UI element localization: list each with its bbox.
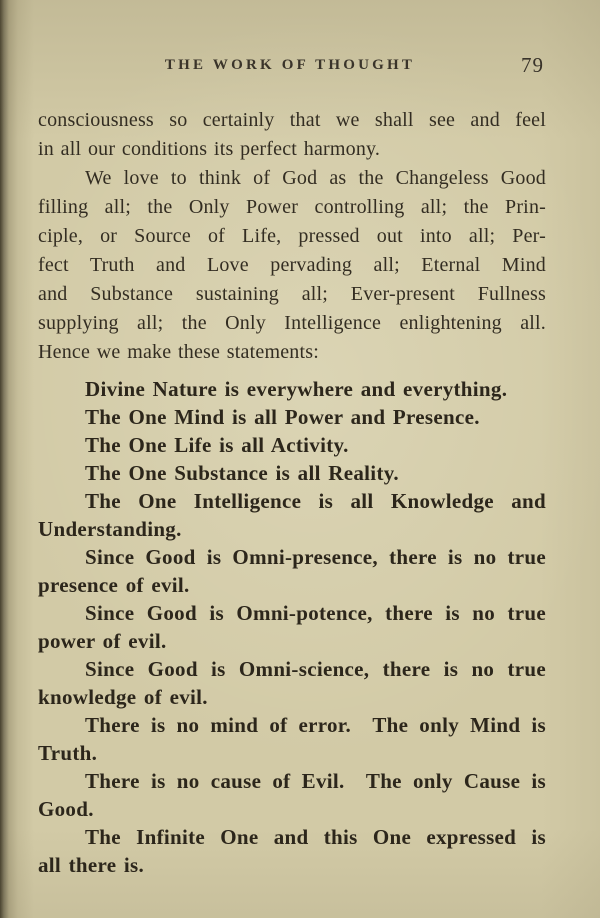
- text-line: We love to think of God as the Changeless Good: [85, 167, 546, 189]
- statement-paragraph: [38, 543, 546, 599]
- running-head: [0, 53, 600, 80]
- statements-block: [38, 375, 546, 879]
- text-line: in all our conditions its perfect harmony.: [38, 138, 381, 160]
- statement-paragraph: [38, 711, 546, 767]
- text-line: The One Mind is all Power and Presence.: [85, 405, 480, 429]
- text-line: filling all; the Only Power controlling all; the Prin-: [38, 196, 546, 218]
- statement-paragraph: [38, 431, 546, 459]
- statement-paragraph: [38, 823, 546, 879]
- text-line: Since Good is Omni-presence, there is no true: [85, 545, 546, 569]
- text-line: Truth.: [38, 741, 98, 765]
- text-line: There is no cause of Evil. The only Cause is: [85, 769, 546, 793]
- text-line: The One Intelligence is all Knowledge and: [85, 489, 546, 513]
- text-line: Since Good is Omni-potence, there is no true: [85, 601, 546, 625]
- body-paragraph: [38, 164, 546, 367]
- page-number: 79: [521, 53, 544, 77]
- text-line: Since Good is Omni-science, there is no true: [85, 657, 546, 681]
- text-line: Understanding.: [38, 517, 182, 541]
- body-paragraph: [38, 106, 546, 164]
- text-line: The Infinite One and this One expressed is: [85, 825, 546, 849]
- text-line: Divine Nature is everywhere and everything.: [85, 377, 508, 401]
- statement-paragraph: [38, 487, 546, 543]
- text-line: consciousness so certainly that we shall see and feel: [38, 109, 546, 131]
- text-line: knowledge of evil.: [38, 685, 208, 709]
- statement-paragraph: [38, 459, 546, 487]
- body-text: [38, 106, 546, 367]
- text-line: There is no mind of error. The only Mind is: [85, 713, 546, 737]
- text-line: presence of evil.: [38, 573, 190, 597]
- page-title: THE WORK OF THOUGHT: [164, 57, 416, 73]
- statement-paragraph: [38, 767, 546, 823]
- text-line: Good.: [38, 797, 94, 821]
- text-line: all there is.: [38, 853, 145, 877]
- text-line: fect Truth and Love pervading all; Eternal Mind: [38, 254, 546, 276]
- text-line: power of evil.: [38, 629, 167, 653]
- text-line: supplying all; the Only Intelligence enlightening all.: [38, 312, 546, 334]
- statement-paragraph: [38, 375, 546, 403]
- statement-paragraph: [38, 403, 546, 431]
- statement-paragraph: [38, 599, 546, 655]
- text-line: ciple, or Source of Life, pressed out into all; Per-: [38, 225, 546, 247]
- text-line: and Substance sustaining all; Ever-present Fullness: [38, 283, 546, 305]
- text-line: The One Life is all Activity.: [85, 433, 349, 457]
- text-line: Hence we make these statements:: [38, 341, 319, 363]
- text-line: The One Substance is all Reality.: [85, 461, 399, 485]
- statement-paragraph: [38, 655, 546, 711]
